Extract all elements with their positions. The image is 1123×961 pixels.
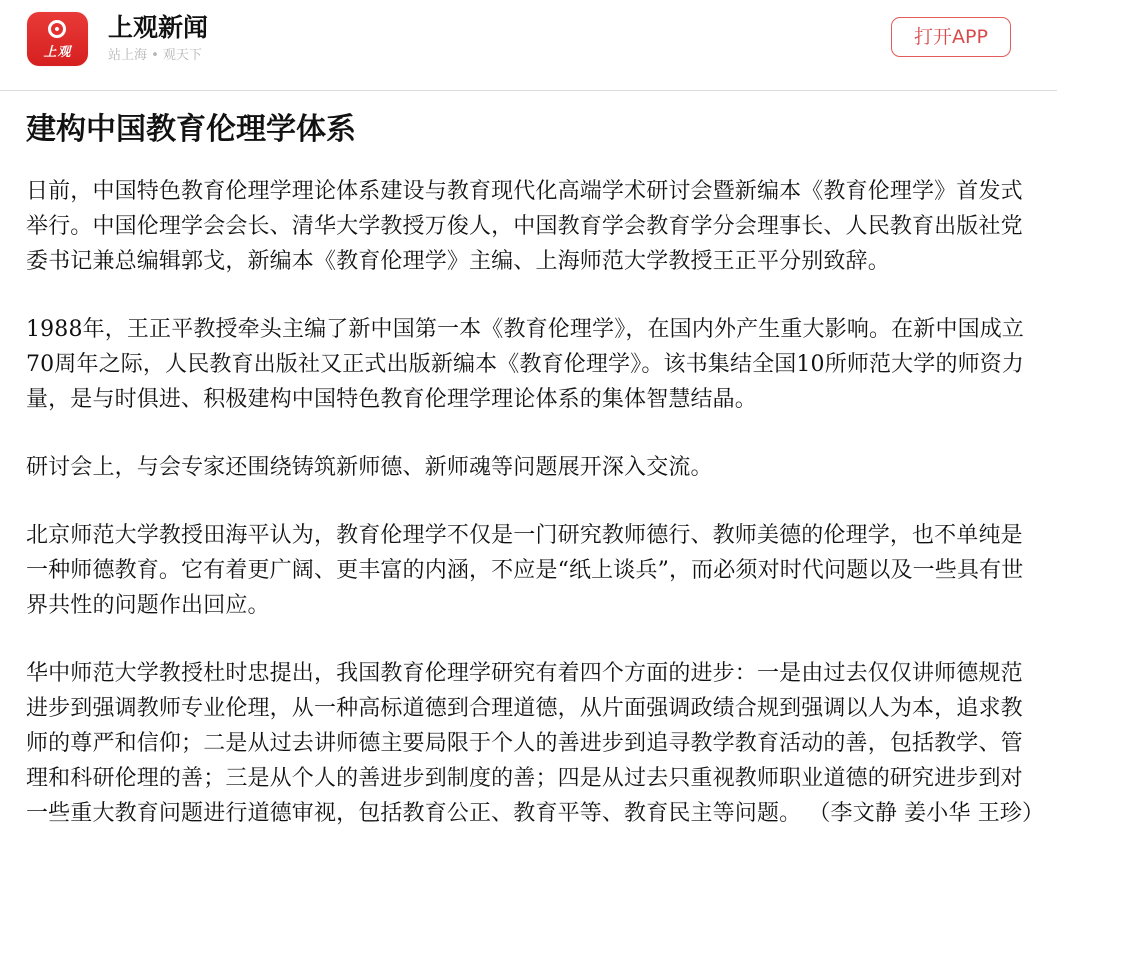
- shangguan-logo-icon: [27, 12, 88, 66]
- top-app-bar: [0, 0, 1057, 91]
- brand-name: 上观新闻: [108, 13, 209, 42]
- article-title: 建构中国教育伦理学体系: [26, 112, 356, 147]
- logo-text: 上观: [43, 45, 72, 60]
- brand-tagline: 站上海 • 观天下: [108, 48, 202, 63]
- article-paragraph-5: 华中师范大学教授杜时忠提出，我国教育伦理学研究有着四个方面的进步：一是由过去仅仅讲师德规范进步到强调教师专业伦理，从一种高标道德到合理道德，从片面强调政绩合规到强调以人为本，追求教师的尊严和信仰；二是从过去讲师德主要局限于个人的善进步到追寻教学教育活动的善，包括教学、管理和科研伦理的善；三是从个人的善进步到制度的善；四是从过去只重视教师职业道德的研究进步到对一些重大教育问题进行道德审视，包括教育公正、教育平等、教育民主等问题。 （李文静 姜小华 王珍）: [26, 661, 1045, 826]
- article-paragraph-1: 日前，中国特色教育伦理学理论体系建设与教育现代化高端学术研讨会暨新编本《教育伦理学》首发式举行。中国伦理学会会长、清华大学教授万俊人，中国教育学会教育学分会理事长、人民教育出版社党委书记兼总编辑郭戈，新编本《教育伦理学》主编、上海师范大学教授王正平分别致辞。: [26, 179, 1023, 274]
- open-app-button[interactable]: 打开APP: [891, 17, 1011, 57]
- article-content: [26, 110, 1045, 831]
- article-paragraph-3: 研讨会上，与会专家还围绕铸筑新师德、新师魂等问题展开深入交流。: [26, 455, 713, 480]
- logo-ring-icon: [44, 16, 69, 41]
- article-paragraph-2: 1988年，王正平教授牵头主编了新中国第一本《教育伦理学》，在国内外产生重大影响。在新中国成立70周年之际，人民教育出版社又正式出版新编本《教育伦理学》。该书集结全国10所师范大学的师资力量，是与时俱进、积极建构中国特色教育伦理学理论体系的集体智慧结晶。: [26, 317, 1025, 412]
- article-paragraph-4: 北京师范大学教授田海平认为，教育伦理学不仅是一门研究教师德行、教师美德的伦理学，也不单纯是一种师德教育。它有着更广阔、更丰富的内涵，不应是“纸上谈兵”，而必须对时代问题以及一些具有世界共性的问题作出回应。: [26, 523, 1024, 618]
